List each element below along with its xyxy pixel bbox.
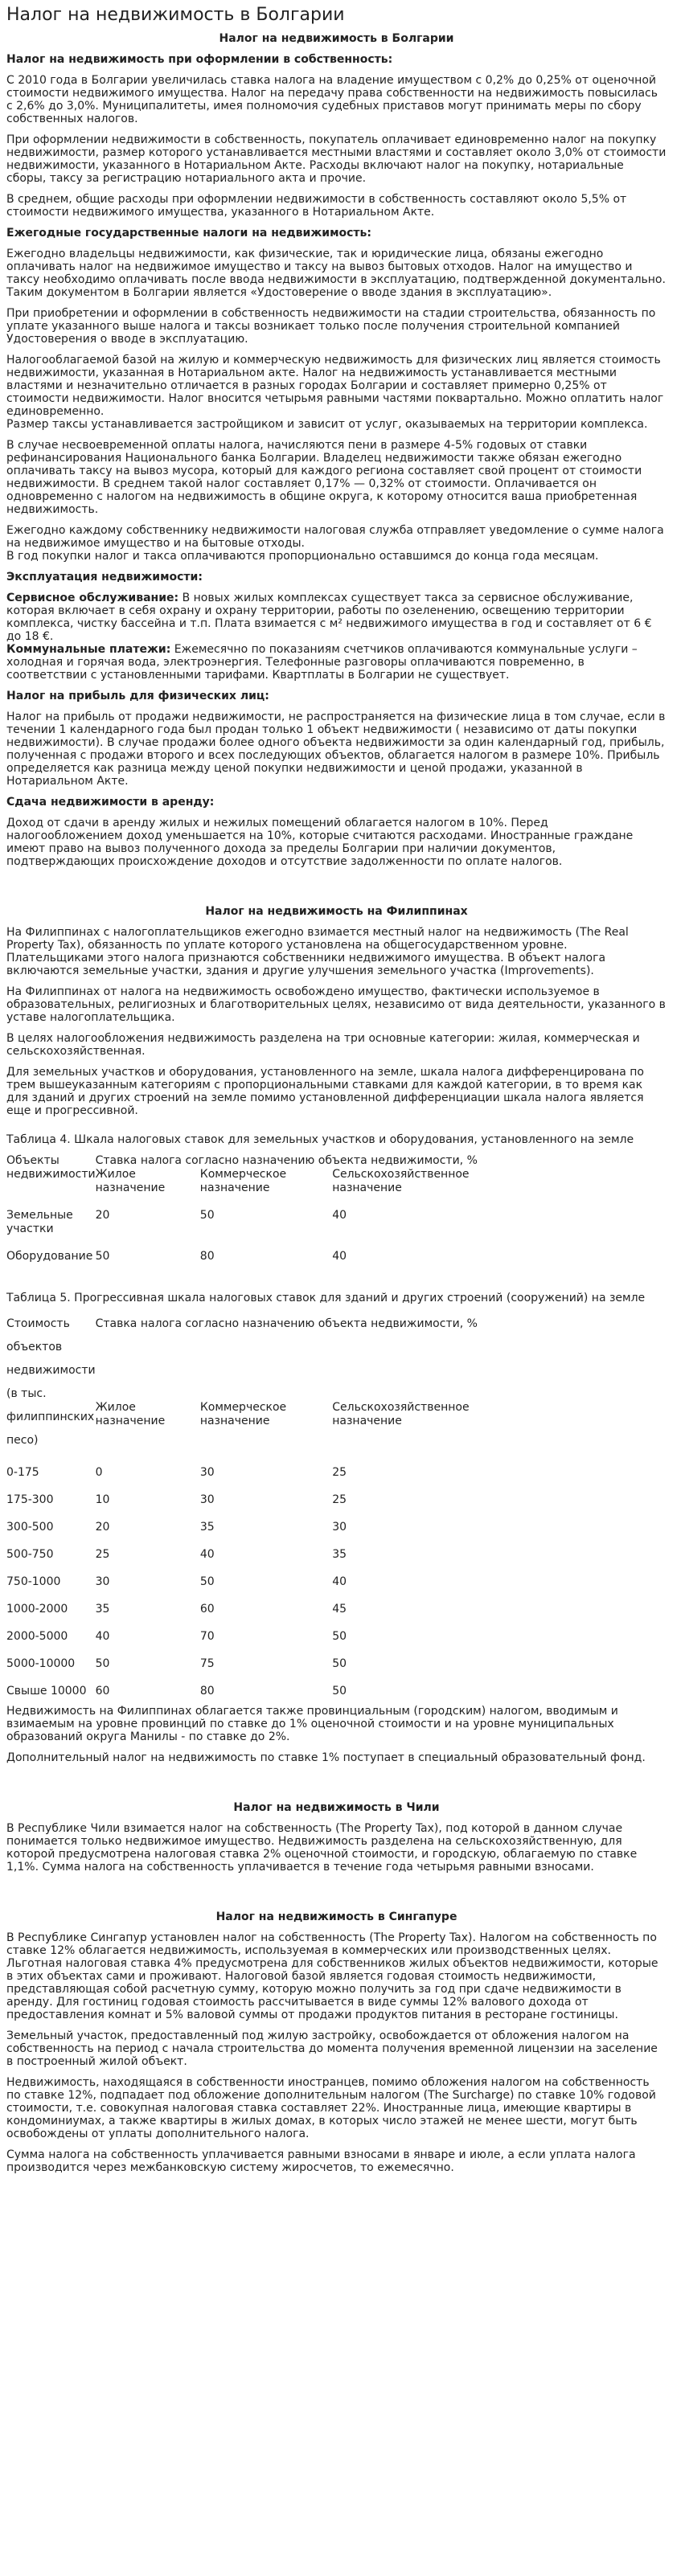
table-cell: 50 [95,1250,110,1263]
table-row [6,1507,489,1534]
table-cell: 1000-2000 [6,1603,68,1616]
table-row [6,1589,489,1616]
table-cell: Оборудование [6,1250,93,1263]
rent-heading: Сдача недвижимости в аренду: [6,796,215,809]
table-cell: 20 [95,1209,110,1222]
table-cell: 40 [332,1209,347,1222]
table-cell: 35 [199,1521,215,1534]
utility-text: Ежемесячно по показаниям счетчиков оплачиваются коммунальные услуги – холодная и горячая вода, электроэнергия. Телефонные разговоры оплачиваются повременно, в соответствии с установленными тарифами. Квартплаты в Болгарии не существует. [6,643,638,682]
paragraph [6,643,667,682]
section-philippines [6,905,667,1764]
paragraph-text: В год покупки налог и такса оплачиваются пропорционально оставшимся до конца года месяцам. [6,550,599,563]
paragraph: Дополнительный налог на недвижимость по ставке 1% поступает в специальный образовательный фонд. [6,1751,646,1764]
paragraph [6,193,667,219]
paragraph: Налог на прибыль от продажи недвижимости, не распространяется на физические лица в том случае, если в течении 1 календарного года был продан только 1 объект недвижимости ( независимо от даты покупки недвижимости). В случае продажи более одного объекта недвижимости за один календарный год, прибыль, полученная с продажи второго и всех последующих объектов, облагается налогом в размере 10%. Прибыль определяется как разница между ценой покупки недвижимости и ценой продажи, указанной в Нотариальном Акте. [6,711,666,788]
table-header-cell: Жилое назначение [95,1168,166,1194]
table-cell: 20 [95,1521,110,1534]
table-4 [6,1154,489,1277]
exploitation-heading: Эксплуатация недвижимости: [6,571,203,584]
table-cell: 50 [95,1657,110,1670]
table-cell: 25 [95,1548,110,1561]
table-row [6,1452,489,1480]
paragraph: Доход от сдачи в аренду жилых и нежилых помещений облагается налогом в 10%. Перед налогообложением доход уменьшается на 10%, которые считаются расходами. Иностранные граждане имеют право на вывоз полученного дохода за пределы Болгарии при наличии документов, подтверждающих происхождение доходов и отсутствие задолженности по оплате налогов. [6,817,634,868]
table-row [6,1236,489,1277]
paragraph: При приобретении и оформлении в собственность недвижимости на стадии строительства, обязанность по уплате указанного выше налога и таксы возникает только после получения строительной компанией Удостоверения о вводе в эксплуатацию. [6,307,656,346]
table-cell: 30 [332,1521,347,1534]
paragraph: Земельный участок, предоставленный под жилую застройку, освобождается от обложения налогом на собственность на период с начала строительства до момента получения временной лицензии на заселение в построенный жилой объект. [6,2029,658,2068]
section-heading-chile: Налог на недвижимость в Чили [233,1801,440,1814]
table-4-caption: Таблица 4. Шкала налоговых ставок для земельных участков и оборудования, установленного на земле [6,1133,634,1146]
table-row [6,1195,489,1236]
table-cell: 45 [332,1603,347,1616]
table-header-row [6,1154,489,1168]
table-row [6,1562,489,1589]
table-header-cell: Объекты недвижимости [6,1154,96,1181]
paragraph: В Республике Чили взимается налог на собственность (The Property Tax), под которой в данном случае понимается только недвижимое имущество. Недвижимость разделена на сельскохозяйственную, для которой предусмотрена налоговая ставка 2% оценочной стоимости, и городскую, облагаемую по ставке 1,1%. Сумма налога на собственность уплачивается в течение года четырьмя равными взносами. [6,1822,638,1874]
paragraph [6,592,667,643]
paragraph [6,524,667,563]
table-cell: 2000-5000 [6,1630,68,1643]
section-heading-singapore: Налог на недвижимость в Сингапуре [215,1910,457,1923]
paragraph: В целях налогообложения недвижимость разделена на три основные категории: жилая, коммерческая и сельскохозяйственная. [6,1032,640,1058]
table-5-caption: Таблица 5. Прогрессивная шкала налоговых ставок для зданий и других строений (сооружений) на земле [6,1292,646,1304]
table-cell: 30 [95,1575,110,1588]
service-label: Сервисное обслуживание: [6,592,179,604]
paragraph: На Филиппинах с налогоплательщиков ежегодно взимается местный налог на недвижимость (The Real Property Tax), обязанность по уплате которого установлена на общегосударственном уровне. Плательщиками этого налога признаются собственники недвижимого имущества. В объект налога включаются земельные участки, здания и другие улучшения земельного участка (Improvements). [6,926,629,977]
table-cell: 500-750 [6,1548,54,1561]
section-heading-philippines: Налог на недвижимость на Филиппинах [205,905,468,918]
table-cell: 0 [95,1466,103,1479]
table-header-cell: Сельскохозяйственное назначение [332,1401,470,1428]
table-header-cell: Коммерческое назначение [199,1168,287,1194]
table-cell: 35 [95,1603,110,1616]
paragraph: С 2010 года в Болгарии увеличилась ставка налога на владение имуществом с 0,2% до 0,25% от оценочной стоимости недвижимого имущества. Налог на передачу права собственности на недвижимость повысилась с 2,6% до 3,0%. Муниципалитеты, имея полномочия судебных приставов могут принимать меры по сбору собственных налогов. [6,74,658,125]
table-cell: 0-175 [6,1466,39,1479]
table-header-cell: Жилое назначение [95,1401,166,1428]
table-cell: 40 [199,1548,215,1561]
table-group-header: Ставка налога согласно назначению объекта недвижимости, % [95,1317,478,1330]
section-singapore [6,1910,667,2174]
paragraph-text: Размер таксы устанавливается застройщиком и зависит от услуг, оказываемых на территории комплекса. [6,418,648,431]
profit-tax-heading: Налог на прибыль для физических лиц: [6,690,269,702]
table-cell: 70 [199,1630,215,1643]
table-cell: 25 [332,1493,347,1506]
table-cell: 50 [199,1209,215,1222]
section-bulgaria [6,32,667,868]
table-row [6,1534,489,1562]
table-cell: 40 [332,1575,347,1588]
paragraph: Для земельных участков и оборудования, установленного на земле, шкала налога дифференцирована по трем вышеуказанным категориям с пропорциональными ставками для каждой категории, в то время как для зданий и других строений на земле помимо установленной дифференциации шкала налога является еще и прогрессивной. [6,1066,644,1117]
paragraph: В случае несвоевременной оплаты налога, начисляются пени в размере 4-5% годовых от ставки рефинансирования Национального банка Болгарии. Владелец недвижимости также обязан ежегодно оплачивать таксу на вывоз мусора, который для каждого региона составляет свой процент от стоимости недвижимости. В среднем такой налог составляет 0,17% — 0,32% от стоимости. Оплачивается он одновременно с налогом на недвижимость в общине округа, к которому относится ваша приобретенная недвижимость. [6,439,642,516]
table-header-cell: Сельскохозяйственное назначение [332,1168,470,1194]
paragraph-text: Ежегодно каждому собственнику недвижимости налоговая служба отправляет уведомление о сумме налога на недвижимое имущество и на бытовые отходы. [6,524,664,550]
table-cell: 750-1000 [6,1575,61,1588]
section-chile [6,1801,667,1874]
utility-label: Коммунальные платежи: [6,643,171,656]
table-cell: 40 [95,1630,110,1643]
table-cell: 40 [332,1250,347,1263]
purchase-heading: Налог на недвижимость при оформлении в собственность: [6,53,393,66]
table-cell: 35 [332,1548,347,1561]
table-cell: 5000-10000 [6,1657,76,1670]
paragraph-text: В среднем, общие расходы при оформлении недвижимости в собственность составляют около 5,5% от стоимости недвижимого имущества, указанного в Нотариальном Акте. [6,193,627,219]
table-header-cell: Коммерческое назначение [199,1401,287,1428]
table-cell: 50 [332,1685,347,1698]
table-cell: 50 [332,1630,347,1643]
table-cell: 75 [199,1657,215,1670]
table-header-row [6,1313,489,1385]
table-cell: 30 [199,1493,215,1506]
table-cell: 25 [332,1466,347,1479]
table-row [6,1480,489,1507]
table-cell: 300-500 [6,1521,54,1534]
table-cell: 30 [199,1466,215,1479]
page-title: Налог на недвижимость в Болгарии [6,5,345,25]
table-5 [6,1313,489,1698]
service-text: В новых жилых комплексах существует такса за сервисное обслуживание, которая включает в себя охрану и охрану территории, работы по озеленению, освещению территории комплекса, чистку бассейна и т.п. Плата взимается с м² недвижимого имущества в год и составляет от 6 € до 18 €. [6,592,652,643]
table-cell: 10 [95,1493,110,1506]
paragraph: Ежегодно владельцы недвижимости, как физические, так и юридические лица, обязаны ежегодно оплачивать налог на недвижимое имущество и таксу на вывоз бытовых отходов. Налог на имущество и таксу необходимо оплачивать после ввода недвижимости в эксплуатацию, подтвержденной документально. Таким документом в Болгарии является «Удостоверение о вводе здания в эксплуатацию». [6,248,666,299]
paragraph: При оформлении недвижимости в собственность, покупатель оплачивает единовременно налог на покупку недвижимости, размер которого устанавливается местными властями и составляет около 3,0% от стоимости недвижимости, указанного в Нотариальном Акте. Расходы включают налог на покупку, нотариальные сборы, таксу за регистрацию нотариального акта и прочие. [6,133,667,185]
table-cell: 60 [95,1685,110,1698]
paragraph-text: Налогооблагаемой базой на жилую и коммерческую недвижимость для физических лиц является стоимость недвижимости, указанная в Нотариальном акте. Налог на недвижимость устанавливается местными властями и незначительно отличается в разных городах Болгарии и составляет примерно 0,25% от стоимости недвижимости. Налог вносится четырьмя равными частями поквартально. Можно оплатить налог единовременно. [6,354,664,418]
table-cell: Свыше 10000 [6,1685,87,1698]
paragraph: В Республике Сингапур установлен налог на собственность (The Property Tax). Налогом на собственность по ставке 12% облагается недвижимость, используемая в коммерческих или производственных целях. Льготная налоговая ставка 4% предусмотрена для собственников жилых объектов недвижимости, которые в этих объектах сами и проживают. Налоговой базой является годовая стоимость недвижимости, представляющая собой расчетную сумму, которую можно получить за год при сдаче недвижимости в аренду. Для гостиниц годовая стоимость рассчитывается в виде суммы 12% валового дохода от предоставления комнат и 5% валовой суммы от продажи продуктов питания в ресторане гостиницы. [6,1931,658,2021]
section-heading-bulgaria: Налог на недвижимость в Болгарии [219,32,454,45]
table-cell: 80 [199,1250,215,1263]
table-row [6,1671,489,1698]
annual-tax-heading: Ежегодные государственные налоги на недвижимость: [6,227,372,240]
table-cell: 60 [199,1603,215,1616]
table-cell: 80 [199,1685,215,1698]
table-header-cell: Стоимость объектов недвижимости (в тыс. филиппинских песо) [6,1317,96,1447]
paragraph: Недвижимость на Филиппинах облагается также провинциальным (городским) налогом, вводимым и взимаемым на уровне провинций по ставке до 1% оценочной стоимости и на уровне муниципальных образований округа Манилы - по ставке до 2%. [6,1705,618,1743]
table-group-header: Ставка налога согласно назначению объекта недвижимости, % [95,1154,478,1167]
table-row [6,1644,489,1671]
paragraph: Недвижимость, находящаяся в собственности иностранцев, помимо обложения налогом на собственность по ставке 12%, подпадает под обложение дополнительным налогом (The Surcharge) по ставке 10% годовой стоимости, т.е. совокупная налоговая ставка составляет 22%. Иностранные лица, имеющие квартиры в кондоминиумах, а также квартиры в жилых домах, в которых число этажей не менее шести, могут быть освобождены от уплаты дополнительного налога. [6,2076,656,2140]
paragraph: Сумма налога на собственность уплачивается равными взносами в январе и июле, а если уплата налога производится через межбанковскую систему жиросчетов, то ежемесячно. [6,2148,636,2174]
table-cell: 50 [332,1657,347,1670]
table-cell: 175-300 [6,1493,54,1506]
table-cell: 50 [199,1575,215,1588]
paragraph [6,354,667,431]
table-row [6,1616,489,1644]
table-cell: Земельные участки [6,1209,73,1235]
paragraph: На Филиппинах от налога на недвижимость освобождено имущество, фактически используемое в образовательных, религиозных и благотворительных целях, независимо от вида деятельности, указанного в уставе налогоплательщика. [6,985,666,1024]
